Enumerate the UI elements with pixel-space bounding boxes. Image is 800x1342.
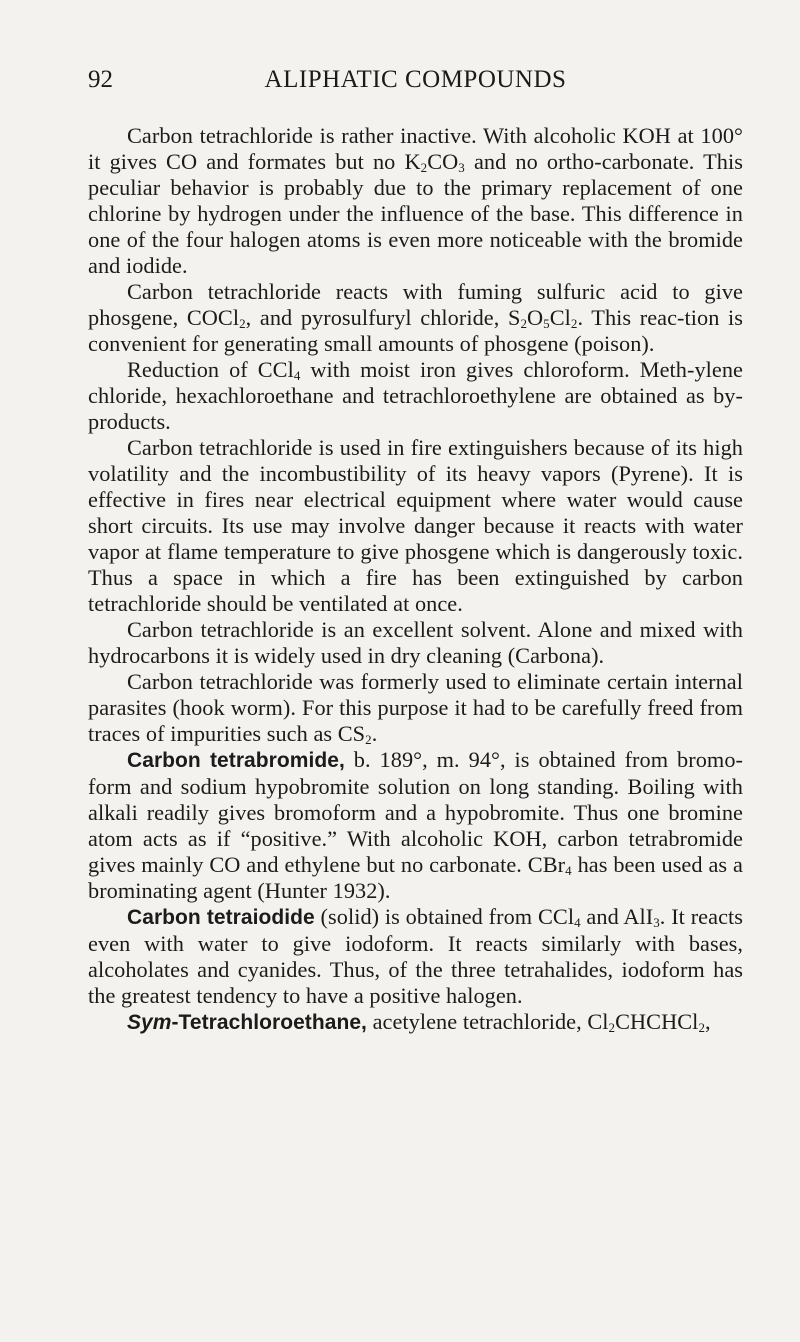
text-run: , and pyrosulfuryl chloride, S (245, 305, 521, 330)
text-run: b. 189°, m. 94°, is obtained from bromo-form and sodium hypobromite solution on long standing. Boiling with alkali readily gives bromoform and a hypobromite. Thus one bromine atom acts as if “positive.” With alcoholic KOH, carbon tetrabromide gives mainly CO and ethylene but no carbonate. CBr (88, 747, 743, 877)
text-run: Carbon tetrachloride was formerly used to eliminate certain internal parasites (hook worm). For this purpose it had to be carefully freed from traces of impurities such as CS (88, 669, 743, 746)
compound-heading-italic: Sym (127, 1011, 172, 1034)
subscript: 3 (458, 160, 465, 175)
subscript: 4 (565, 863, 572, 878)
subscript: 3 (653, 915, 660, 930)
text-run: and AlI (580, 904, 654, 929)
text-run: Cl (549, 305, 571, 330)
text-run: Carbon tetrachloride is an excellent solvent. Alone and mixed with hydrocarbons it is widely used in dry cleaning (Carbona). (88, 617, 743, 668)
paragraph (88, 1009, 743, 1036)
paragraph (88, 123, 743, 279)
subscript: 2 (608, 1020, 616, 1035)
text-run: . It reacts even with water to give iodoform. It reacts similarly with bases, alcoholates and cyanides. Thus, of the three tetrahalides, iodoform has the greatest tendency to have a positive halogen. (88, 904, 743, 1008)
text-run: , (705, 1009, 711, 1034)
text-run: O (527, 305, 544, 330)
text-run: acetylene tetrachloride, Cl (366, 1009, 609, 1034)
text-run: CO (427, 149, 459, 174)
paragraph (88, 669, 743, 747)
compound-heading: Carbon tetrabromide, (127, 749, 345, 772)
subscript: 4 (574, 915, 581, 930)
text-run: Carbon tetrachloride is used in fire extinguishers because of its high volatility and the incombustibility of its heavy vapors (Pyrene). It is effective in fires near electrical equipment where water would cause short circuits. Its use may involve danger because it reacts with water vapor at flame temperature to give phosgene which is dangerously toxic. Thus a space in which a fire has been extinguished by carbon tetrachloride should be ventilated at once. (88, 435, 743, 616)
subscript: 2 (365, 732, 372, 747)
paragraph (88, 357, 743, 435)
paragraph (88, 747, 743, 904)
text-run: Carbon tetrachloride is rather inactive. With alcoholic KOH at 100° it gives CO and formates but no K (88, 123, 743, 174)
paragraph (88, 435, 743, 617)
paragraph (88, 904, 743, 1009)
subscript: 2 (420, 160, 428, 175)
text-run: Reduction of CCl (127, 357, 294, 382)
compound-heading: Carbon tetraiodide (127, 906, 315, 929)
page-body (88, 123, 743, 1036)
subscript: 4 (293, 368, 301, 383)
subscript: 2 (520, 316, 527, 331)
text-run: with moist iron gives chloroform. Meth-ylene chloride, hexachloroethane and tetrachloroethylene are obtained as by-products. (88, 357, 743, 434)
text-run: Carbon tetrachloride reacts with fuming sulfuric acid to give phosgene, COCl (88, 279, 743, 330)
subscript: 2 (239, 316, 246, 331)
text-run: and no ortho-carbonate. This peculiar behavior is probably due to the primary replacement of one chlorine by hydrogen under the influence of the base. This difference in one of the four halogen atoms is even more noticeable with the bromide and iodide. (88, 149, 743, 278)
running-head: ALIPHATIC COMPOUNDS (264, 66, 567, 93)
text-run: CHCHCl (615, 1009, 699, 1034)
text-run: . This reac-tion is convenient for generating small amounts of phosgene (poison). (88, 305, 743, 356)
text-run: . (371, 721, 378, 746)
compound-heading: -Tetrachloroethane, (171, 1011, 367, 1034)
subscript: 2 (698, 1020, 705, 1035)
text-run: has been used as a brominating agent (Hunter 1932). (88, 852, 743, 903)
paragraph (88, 617, 743, 669)
text-run: (solid) is obtained from CCl (314, 904, 575, 929)
subscript: 5 (543, 316, 550, 331)
page-header (88, 66, 743, 102)
subscript: 2 (570, 316, 578, 331)
page-number: 92 (88, 66, 113, 93)
paragraph (88, 279, 743, 357)
